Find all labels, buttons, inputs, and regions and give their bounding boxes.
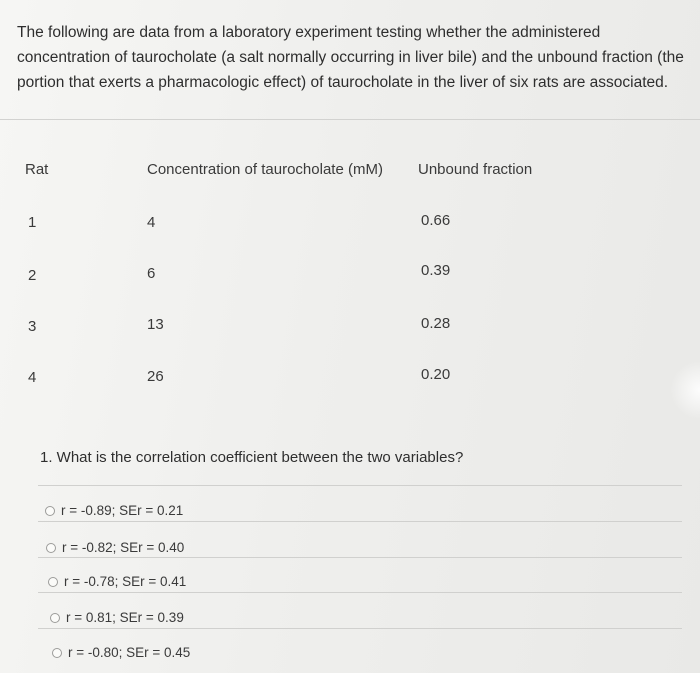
header-unbound-fraction: Unbound fraction [418, 161, 533, 178]
divider [38, 521, 682, 522]
answer-option-label: r = -0.80; SEr = 0.45 [68, 645, 191, 660]
cell-rat: 1 [28, 214, 37, 231]
divider [38, 592, 682, 593]
header-concentration: Concentration of taurocholate (mM) [147, 161, 383, 178]
radio-icon[interactable] [48, 577, 58, 587]
radio-icon[interactable] [52, 648, 62, 658]
answer-option[interactable] [45, 503, 183, 518]
cell-unbound: 0.66 [421, 212, 451, 229]
screen-glare [670, 360, 700, 420]
cell-concentration: 13 [147, 316, 164, 333]
divider [38, 628, 682, 629]
cell-concentration: 26 [147, 368, 164, 385]
answer-option-label: r = -0.78; SEr = 0.41 [64, 574, 187, 589]
cell-unbound: 0.39 [421, 262, 451, 279]
cell-concentration: 4 [147, 214, 156, 231]
answer-option-label: r = -0.89; SEr = 0.21 [61, 503, 184, 518]
answer-option[interactable] [48, 574, 186, 589]
divider [38, 557, 682, 558]
radio-icon[interactable] [50, 613, 60, 623]
divider [38, 485, 682, 486]
cell-rat: 3 [28, 318, 37, 335]
answer-option-label: r = -0.82; SEr = 0.40 [62, 540, 185, 555]
answer-option[interactable] [46, 540, 184, 555]
radio-icon[interactable] [45, 506, 55, 516]
radio-icon[interactable] [46, 543, 56, 553]
answer-option[interactable] [52, 645, 190, 660]
question-text: 1. What is the correlation coefficient between the two variables? [40, 449, 464, 466]
intro-paragraph: The following are data from a laboratory experiment testing whether the administered concentration of taurocholate (a salt normally occurring in liver bile) and the unbound fraction (the portion that exerts a pharmacologic effect) of taurocholate in the liver of six rats are associated. [17, 24, 684, 91]
cell-concentration: 6 [147, 265, 156, 282]
cell-rat: 4 [28, 369, 37, 386]
answer-option[interactable] [50, 610, 184, 625]
divider [0, 119, 700, 120]
answer-option-label: r = 0.81; SEr = 0.39 [66, 610, 184, 625]
cell-unbound: 0.20 [421, 366, 451, 383]
header-rat: Rat [25, 161, 49, 178]
cell-unbound: 0.28 [421, 315, 451, 332]
cell-rat: 2 [28, 267, 37, 284]
